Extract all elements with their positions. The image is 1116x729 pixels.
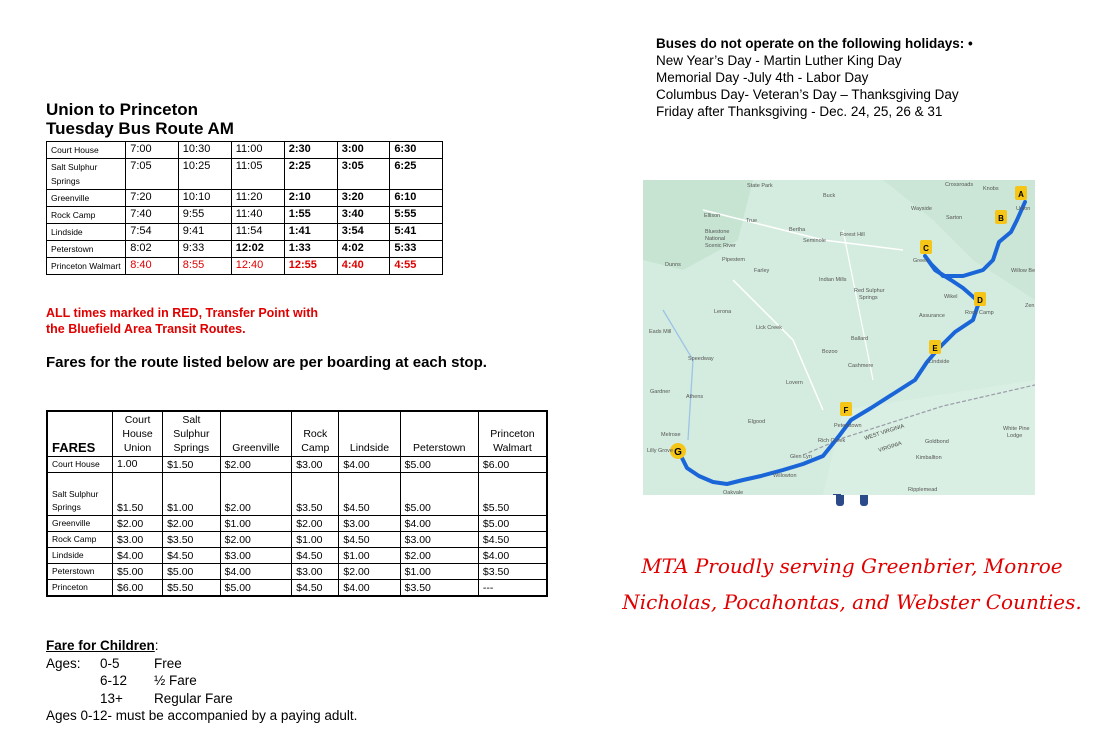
fare-value: $3.00 [292, 564, 339, 580]
schedule-time: 6:30 [390, 142, 443, 159]
title-line-2: Tuesday Bus Route AM [46, 119, 234, 138]
fare-value: $3.50 [292, 473, 339, 516]
holiday-line: Memorial Day -July 4th - Labor Day [656, 70, 869, 85]
map-label: Kimballton [916, 455, 942, 461]
page-title [46, 100, 234, 138]
map-label: Ellison [704, 213, 721, 219]
map-label: Crossroads [945, 182, 974, 188]
fares-column-header-line: Court [124, 414, 151, 426]
marker-label: B [998, 214, 1004, 223]
schedule-table [46, 141, 443, 275]
schedule-time: 8:55 [178, 258, 231, 275]
fare-value: $3.00 [220, 548, 292, 564]
fares-column-header [292, 411, 339, 457]
schedule-time: 6:10 [390, 190, 443, 207]
fares-column-header-line: Salt [182, 414, 201, 426]
fare-value: $5.00 [400, 457, 478, 473]
fare-value: $5.00 [113, 564, 163, 580]
marker-label: C [923, 244, 929, 253]
map-label: Lodge [1007, 433, 1023, 439]
fare-value: $1.50 [163, 457, 221, 473]
fare-value: $4.00 [220, 564, 292, 580]
map-label: Forest Hill [840, 232, 865, 238]
schedule-stop: Court House [47, 142, 126, 159]
route-marker-d[interactable] [974, 292, 986, 306]
fare-value: $3.00 [400, 532, 478, 548]
fare-value: $4.50 [292, 548, 339, 564]
fares-row [47, 473, 547, 516]
map-label: Pipestem [722, 257, 745, 263]
fare-value: $2.00 [292, 516, 339, 532]
fares-row [47, 532, 547, 548]
fare-value: $1.00 [339, 548, 400, 564]
schedule-time: 12:02 [231, 241, 284, 258]
age-range: 0-5 [100, 655, 120, 671]
schedule-time: 11:20 [231, 190, 284, 207]
fare-value: $1.00 [292, 532, 339, 548]
map-label: National [705, 236, 726, 242]
fares-row-header: Lindside [47, 548, 113, 564]
fares-column-header-line: Walmart [493, 442, 532, 454]
map-label: WEST VIRGINIA [863, 423, 906, 442]
map-label: Zen [1025, 303, 1035, 309]
fares-column-header-line: Springs [173, 442, 210, 454]
map-label: Rich Creek [818, 438, 846, 444]
map-label: Lerona [714, 309, 732, 315]
fares-column-header-line: Lindside [349, 442, 390, 454]
age-fare: Regular Fare [154, 690, 233, 706]
schedule-row [47, 258, 443, 275]
fares-row [47, 580, 547, 597]
transfer-note-line-2: the Bluefield Area Transit Routes. [46, 322, 246, 336]
fare-value: $3.50 [163, 532, 221, 548]
map-label: Seminole [803, 238, 826, 244]
schedule-time: 9:41 [178, 224, 231, 241]
route-marker-b[interactable] [995, 210, 1007, 224]
fares-column-header-line: Princeton [490, 428, 535, 440]
fares-column-header-line: Greenville [232, 442, 280, 454]
map-label: Farley [754, 268, 770, 274]
title-line-1: Union to Princeton [46, 100, 199, 119]
fare-value: $2.00 [113, 516, 163, 532]
map-label: Peterstown [834, 423, 862, 429]
fares-table [46, 410, 548, 597]
schedule-time: 12:55 [284, 258, 337, 275]
schedule-time: 3:20 [337, 190, 390, 207]
fare-value: $1.50 [113, 473, 163, 516]
schedule-time: 1:41 [284, 224, 337, 241]
schedule-time: 7:40 [126, 207, 179, 224]
marker-label: F [843, 406, 849, 415]
marker-label: A [1018, 190, 1024, 199]
map-label: Willow Be [1011, 268, 1035, 274]
map-label: Glen Lyn [790, 454, 812, 460]
schedule-time: 3:54 [337, 224, 390, 241]
schedule-row [47, 224, 443, 241]
fare-value: $6.00 [478, 457, 547, 473]
map-label: Cashmere [848, 363, 874, 369]
marker-label: D [977, 296, 983, 305]
map-label: Wayside [911, 206, 932, 212]
route-marker-e[interactable] [929, 340, 941, 354]
fare-value: $4.50 [339, 473, 400, 516]
schedule-time: 4:40 [337, 258, 390, 275]
fares-row [47, 564, 547, 580]
schedule-time: 4:02 [337, 241, 390, 258]
marker-label: E [932, 344, 938, 353]
map-label: Indian Mills [819, 277, 847, 283]
ages-label: Ages: [46, 655, 81, 671]
fare-value: $5.00 [478, 516, 547, 532]
fares-row-header: Peterstown [47, 564, 113, 580]
fares-column-header-line: Rock [303, 428, 328, 440]
schedule-stop: Rock Camp [47, 207, 126, 224]
fare-value: $3.50 [478, 564, 547, 580]
map-label: Lick Creek [756, 325, 782, 331]
fares-column-header [339, 411, 400, 457]
map-label: Rock Camp [965, 310, 994, 316]
map-label: Union [1016, 206, 1031, 212]
map-label: VIRGINIA [877, 440, 903, 454]
fare-value: $4.00 [113, 548, 163, 564]
fare-value: $4.00 [339, 457, 400, 473]
schedule-time: 12:40 [231, 258, 284, 275]
map-label: Eads Mill [649, 329, 672, 335]
fare-value: $4.50 [163, 548, 221, 564]
holiday-line: New Year’s Day - Martin Luther King Day [656, 53, 902, 68]
map-label: Wikel [944, 294, 958, 300]
fare-value: $4.00 [478, 548, 547, 564]
fares-column-header [478, 411, 547, 457]
fare-value: $2.00 [220, 457, 292, 473]
map-label: Bozoo [822, 349, 838, 355]
schedule-time: 8:40 [126, 258, 179, 275]
schedule-time: 11:05 [231, 159, 284, 190]
map-label: Green [913, 258, 929, 264]
schedule-time: 9:33 [178, 241, 231, 258]
schedule-time: 11:00 [231, 142, 284, 159]
schedule-time: 5:41 [390, 224, 443, 241]
marker-label: G [674, 447, 682, 458]
schedule-time: 10:25 [178, 159, 231, 190]
fare-value: $5.50 [478, 473, 547, 516]
transfer-note [46, 305, 318, 337]
fare-value: $2.00 [339, 564, 400, 580]
map-label: Athens [686, 394, 704, 400]
schedule-time: 8:02 [126, 241, 179, 258]
fare-value: $2.00 [220, 473, 292, 516]
schedule-stop: Princeton Walmart [47, 258, 126, 275]
schedule-time: 3:05 [337, 159, 390, 190]
map-label: Scenic River [705, 243, 736, 249]
holidays-notice [656, 35, 973, 120]
map-label: Sarton [946, 215, 963, 221]
map-label: Red Sulphur [854, 288, 885, 294]
fares-column-header [163, 411, 221, 457]
schedule-time: 11:40 [231, 207, 284, 224]
map-label: Melrose [661, 432, 681, 438]
children-note: Ages 0-12- must be accompanied by a paying adult. [46, 708, 358, 723]
fare-value: --- [478, 580, 547, 597]
schedule-time: 1:55 [284, 207, 337, 224]
transfer-note-line-1: ALL times marked in RED, Transfer Point with [46, 306, 319, 320]
holiday-line: Friday after Thanksgiving - Dec. 24, 25, 26 & 31 [656, 104, 943, 119]
fare-value: $5.00 [400, 473, 478, 516]
schedule-stop: Greenville [47, 190, 126, 207]
schedule-row [47, 142, 443, 159]
route-marker-a[interactable] [1015, 186, 1027, 200]
map-label: Lilly Grove [647, 448, 673, 454]
fare-value: $2.00 [220, 532, 292, 548]
fare-value: $5.00 [163, 564, 221, 580]
fares-column-header-line: Union [123, 442, 152, 454]
schedule-time: 5:33 [390, 241, 443, 258]
fare-value: $2.00 [400, 548, 478, 564]
map-label: Elgood [748, 419, 766, 425]
fare-value: $3.00 [339, 516, 400, 532]
fares-row-header: Princeton [47, 580, 113, 597]
schedule-time: 2:10 [284, 190, 337, 207]
schedule-time: 7:05 [126, 159, 179, 190]
fares-column-header-line [343, 413, 395, 427]
fares-corner-label: FARES [47, 411, 113, 457]
schedule-time: 11:54 [231, 224, 284, 241]
map-label: Speedway [688, 356, 714, 362]
fares-heading: Fares for the route listed below are per boarding at each stop. [46, 354, 487, 371]
schedule-time: 10:10 [178, 190, 231, 207]
fares-row-header: Court House [47, 457, 113, 473]
fare-value: $4.00 [339, 580, 400, 597]
fares-column-header-line [343, 427, 395, 441]
fare-value: $4.50 [292, 580, 339, 597]
map-label: Willowton [773, 473, 797, 479]
map-label: State Park [747, 183, 773, 189]
schedule-time: 2:25 [284, 159, 337, 190]
fare-value: $3.50 [400, 580, 478, 597]
map-label: Bluestone [705, 229, 730, 235]
map-label: True [746, 218, 758, 224]
schedule-time: 9:55 [178, 207, 231, 224]
map-label: Bertha [789, 227, 806, 233]
fare-value: 1.00 [113, 457, 163, 473]
map-label: Assurance [919, 313, 945, 319]
map-label: Lovern [786, 380, 803, 386]
fare-value: $5.00 [220, 580, 292, 597]
fares-row-header: Greenville [47, 516, 113, 532]
map-label: Oakvale [723, 490, 744, 495]
schedule-stop: Peterstown [47, 241, 126, 258]
map-label: Dunns [665, 262, 681, 268]
fare-value: $1.00 [400, 564, 478, 580]
fares-column-header-line [405, 427, 474, 441]
fares-column-header-line: Peterstown [413, 442, 466, 454]
holidays-heading: Buses do not operate on the following holidays: • [656, 36, 973, 51]
age-range: 13+ [100, 690, 123, 706]
fares-column-header-line [225, 427, 288, 441]
schedule-row [47, 207, 443, 224]
fares-column-header-line [405, 413, 474, 427]
schedule-time: 7:00 [126, 142, 179, 159]
schedule-row [47, 190, 443, 207]
schedule-time: 7:54 [126, 224, 179, 241]
schedule-time: 5:55 [390, 207, 443, 224]
fares-row [47, 548, 547, 564]
schedule-row [47, 241, 443, 258]
map-label: Ballard [851, 336, 869, 342]
schedule-row [47, 159, 443, 190]
route-marker-c[interactable] [920, 240, 932, 254]
children-heading: Fare for Children [46, 638, 155, 653]
map-label: Goldbond [925, 439, 949, 445]
fares-column-header-line: House [122, 428, 153, 440]
schedule-time: 4:55 [390, 258, 443, 275]
schedule-time: 1:33 [284, 241, 337, 258]
schedule-time: 2:30 [284, 142, 337, 159]
fare-value: $4.50 [478, 532, 547, 548]
age-fare: ½ Fare [154, 673, 197, 688]
fare-value: $3.00 [113, 532, 163, 548]
map-label: Buck [823, 193, 836, 199]
mta-tagline [612, 548, 1092, 620]
mta-tagline-line-1: MTA Proudly serving Greenbrier, Monroe [641, 554, 1063, 578]
schedule-stop: Salt Sulphur Springs [47, 159, 126, 190]
map-label: Ripplemead [908, 487, 938, 493]
schedule-time: 7:20 [126, 190, 179, 207]
fare-value: $4.50 [339, 532, 400, 548]
fare-value: $5.50 [163, 580, 221, 597]
fares-column-header [220, 411, 292, 457]
schedule-time: 6:25 [390, 159, 443, 190]
age-fare: Free [154, 655, 182, 671]
map-label: Lindside [929, 359, 950, 365]
map-control-icon[interactable] [836, 495, 844, 506]
schedule-stop: Lindside [47, 224, 126, 241]
fares-row-header: Salt Sulphur Springs [47, 473, 113, 516]
map-label: Springs [859, 295, 878, 301]
fares-row [47, 457, 547, 473]
map-label: White Pine [1003, 426, 1030, 432]
children-fares [46, 637, 357, 725]
fares-column-header-line: Camp [301, 442, 330, 454]
fares-column-header [113, 411, 163, 457]
route-map [643, 180, 1035, 495]
holiday-line: Columbus Day- Veteran’s Day – Thanksgiving Day [656, 87, 959, 102]
fare-value: $6.00 [113, 580, 163, 597]
schedule-time: 10:30 [178, 142, 231, 159]
fares-column-header-line [296, 413, 334, 427]
map-label: Gardner [650, 389, 671, 395]
fares-column-header-line: Sulphur [173, 428, 210, 440]
map-label: Knobs [983, 186, 999, 192]
fares-column-header [400, 411, 478, 457]
fares-row-header: Rock Camp [47, 532, 113, 548]
fare-value: $1.00 [163, 473, 221, 516]
fare-value: $2.00 [163, 516, 221, 532]
fare-value: $3.00 [292, 457, 339, 473]
schedule-time: 3:00 [337, 142, 390, 159]
age-range: 6-12 [100, 673, 128, 688]
map-control-icon[interactable] [860, 495, 868, 506]
fares-row [47, 516, 547, 532]
children-heading-colon: : [154, 638, 159, 653]
mta-tagline-line-2: Nicholas, Pocahontas, and Webster Counties. [622, 590, 1082, 614]
fare-value: $1.00 [220, 516, 292, 532]
fare-value: $4.00 [400, 516, 478, 532]
fares-column-header-line [483, 413, 542, 427]
schedule-time: 3:40 [337, 207, 390, 224]
fares-column-header-line [225, 413, 288, 427]
route-marker-f[interactable] [840, 402, 852, 416]
